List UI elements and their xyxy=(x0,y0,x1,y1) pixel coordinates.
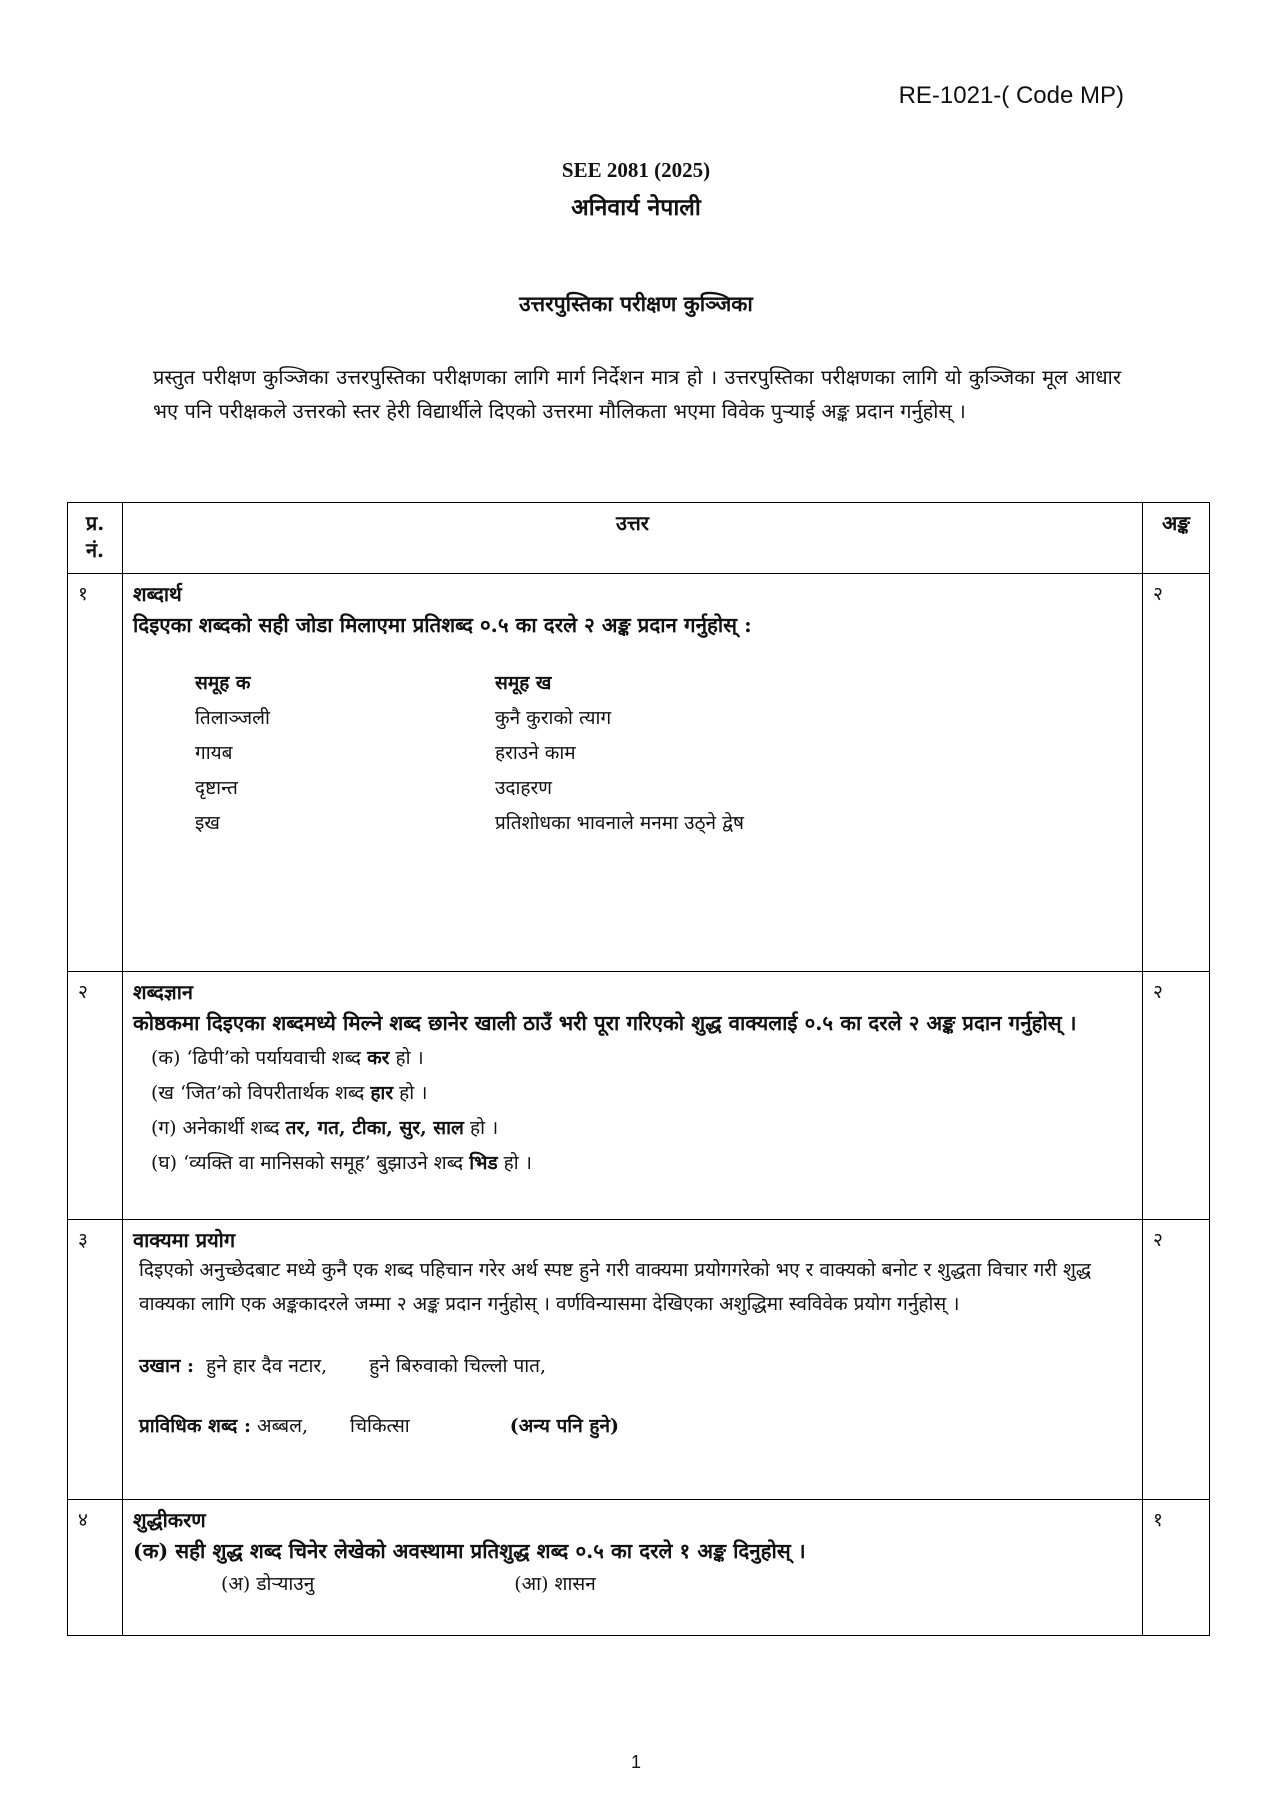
answer-cell xyxy=(123,972,1143,1220)
intro-paragraph: प्रस्तुत परीक्षण कुञ्जिका उत्तरपुस्तिका परीक्षणका लागि मार्ग निर्देशन मात्र हो । उत्तरपुस्तिका परीक्षणका लागि यो कुञ्जिका मूल आधार भए पनि परीक्षकले उत्तरको स्तर हेरी विद्यार्थीले दिएको उत्तरमा मौलिकता भएमा विवेक पुऱ्याई अङ्क प्रदान गर्नुहोस् । xyxy=(153,365,1121,423)
list-item: तिलाञ्जली xyxy=(195,707,270,729)
table-header-row xyxy=(68,503,1210,574)
question-instruction: (क) सही शुद्ध शब्द चिनेर लेखेको अवस्थामा प्रतिशुद्ध शब्द ०.५ का दरले १ अङ्क दिनुहोस् । xyxy=(133,1539,806,1563)
question-title: शुद्धीकरण xyxy=(133,1508,206,1532)
list-item: (अ) डोऱ्याउनु xyxy=(221,1573,315,1595)
match-groups xyxy=(195,669,1132,837)
list-item: (आ) शासन xyxy=(514,1573,596,1595)
document-title: उत्तरपुस्तिका परीक्षण कुञ्जिका xyxy=(519,291,753,316)
list-item: कुनै कुराको त्याग xyxy=(495,707,612,729)
question-number: ३ xyxy=(68,1220,123,1500)
marks-value: २ xyxy=(1143,1220,1210,1500)
marks-value: २ xyxy=(1143,574,1210,972)
header-marks: अङ्क xyxy=(1143,503,1210,574)
exam-title: SEE 2081 (2025) xyxy=(561,158,711,182)
answer-cell xyxy=(123,1220,1143,1500)
list-item: (क) ‘ढिपी’को पर्यायवाची शब्द कर हो । xyxy=(151,1047,424,1069)
question-instruction: कोष्ठकमा दिइएका शब्दमध्ये मिल्ने शब्द छानेर खाली ठाउँ भरी पूरा गरिएको शुद्ध वाक्यलाई ०.५ का दरले २ अङ्क प्रदान गर्नुहोस् । xyxy=(133,1011,1077,1035)
answer-cell xyxy=(123,574,1143,972)
table-row xyxy=(68,1500,1210,1636)
answer-list xyxy=(151,1041,1132,1181)
list-item: दृष्टान्त xyxy=(195,777,238,799)
question-title: वाक्यमा प्रयोग xyxy=(133,1228,236,1252)
document-code: RE-1021-( Code MP) xyxy=(898,82,1124,109)
list-item: हराउने काम xyxy=(495,742,576,764)
question-title: शब्दार्थ xyxy=(133,582,182,606)
subject-title: अनिवार्य नेपाली xyxy=(571,194,701,221)
ukhan-line: उखान : हुने हार दैव नटार, हुने बिरुवाको चिल्लो पात, xyxy=(139,1355,547,1377)
question-text: दिइएको अनुच्छेदबाट मध्ये कुनै एक शब्द पहिचान गरेर अर्थ स्पष्ट हुने गरी वाक्यमा प्रयोगगरेको भए र वाक्यको बनोट र शुद्धता विचार गरी शुद्ध वाक्यका लागि एक अङ्ककादरले जम्मा २ अङ्क प्रदान गर्नुहोस् । वर्णविन्यासमा देखिएका अशुद्धिमा स्वविवेक प्रयोग गर्नुहोस् । xyxy=(139,1259,1092,1315)
question-number: १ xyxy=(68,574,123,972)
header-answer: उत्तर xyxy=(123,503,1143,574)
list-item: इख xyxy=(195,812,220,834)
marks-value: २ xyxy=(1143,972,1210,1220)
group-a-label: समूह क xyxy=(195,672,251,694)
list-item: प्रतिशोधका भावनाले मनमा उठ्ने द्वेष xyxy=(495,812,745,834)
list-item: उदाहरण xyxy=(495,777,553,799)
question-instruction: दिइएका शब्दको सही जोडा मिलाएमा प्रतिशब्द ०.५ का दरले २ अङ्क प्रदान गर्नुहोस् : xyxy=(133,613,752,637)
table-row xyxy=(68,972,1210,1220)
table-row xyxy=(68,574,1210,972)
page-number: 1 xyxy=(630,1752,641,1772)
answer-words xyxy=(221,1569,1132,1599)
table-row xyxy=(68,1220,1210,1500)
marks-value: १ xyxy=(1143,1500,1210,1636)
list-item: गायब xyxy=(195,742,233,764)
answer-cell xyxy=(123,1500,1143,1636)
question-number: २ xyxy=(68,972,123,1220)
list-item: (ग) अनेकार्थी शब्द तर, गत, टीका, सुर, साल हो । xyxy=(151,1117,499,1139)
list-item: (ख ‘जित’को विपरीतार्थक शब्द हार हो । xyxy=(151,1082,428,1104)
group-b-label: समूह ख xyxy=(495,672,552,694)
list-item: (घ) ‘व्यक्ति वा मानिसको समूह’ बुझाउने शब्द भिड हो । xyxy=(151,1152,532,1174)
question-number: ४ xyxy=(68,1500,123,1636)
header-question-number: प्र. नं. xyxy=(68,503,123,574)
question-title: शब्दज्ञान xyxy=(133,980,193,1004)
technical-words-line: प्राविधिक शब्द : अब्बल, चिकित्सा (अन्य पनि हुने) xyxy=(139,1415,619,1437)
answer-key-table xyxy=(67,502,1210,1636)
